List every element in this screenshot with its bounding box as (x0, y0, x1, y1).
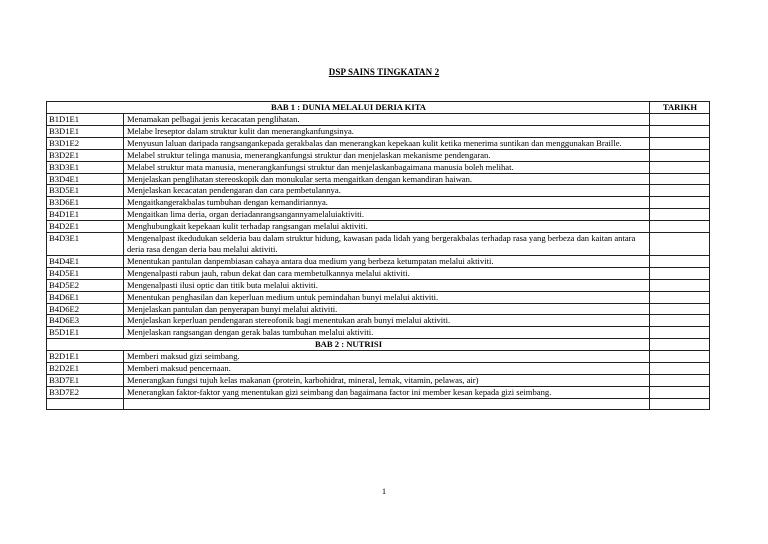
table-row (47, 209, 710, 221)
tarikh-cell (650, 114, 710, 126)
standard-description: Menjelaskan rangsangan dengan gerak balas tumbuhan melalui aktiviti. (124, 327, 650, 339)
standard-code: B2D1E1 (47, 351, 124, 363)
section-heading: BAB 2 : NUTRISI (47, 339, 650, 351)
table-row (47, 149, 710, 161)
standard-code: B4D1E1 (47, 209, 124, 221)
dsp-table (46, 101, 710, 410)
tarikh-cell (650, 303, 710, 315)
section-heading-row (47, 102, 710, 114)
standard-code: B3D7E1 (47, 374, 124, 386)
table-row (47, 125, 710, 137)
standard-code: B3D3E1 (47, 161, 124, 173)
section-heading: BAB 1 : DUNIA MELALUI DERIA KITA (47, 102, 650, 114)
standard-code: B4D5E2 (47, 279, 124, 291)
standard-code: B4D6E3 (47, 315, 124, 327)
standard-code: B4D2E1 (47, 221, 124, 233)
standard-code: B2D2E1 (47, 363, 124, 375)
standard-description: Menentukan pantulan danpembiasan cahaya antara dua medium yang berbeza ketumpatan melalui aktiviti. (124, 255, 650, 267)
standard-code: B1D1E1 (47, 114, 124, 126)
standard-description: Menjelaskan pantulan dan penyerapan bunyi melalui aktiviti. (124, 303, 650, 315)
standard-description: Mengaitkangerakbalas tumbuhan dengan kemandiriannya. (124, 197, 650, 209)
table-row (47, 327, 710, 339)
table-row (47, 267, 710, 279)
tarikh-cell (650, 255, 710, 267)
table-row (47, 221, 710, 233)
standard-code: B3D7E2 (47, 386, 124, 398)
tarikh-cell (650, 351, 710, 363)
standard-description: Menentukan penghasilan dan keperluan medium untuk pemindahan bunyi melalui aktiviti. (124, 291, 650, 303)
tarikh-cell (650, 125, 710, 137)
standard-description: Melabe lreseptor dalam struktur kulit dan menerangkanfungsinya. (124, 125, 650, 137)
tarikh-header: TARIKH (650, 102, 710, 114)
standard-code: B3D1E1 (47, 125, 124, 137)
section-heading-row (47, 339, 710, 351)
tarikh-cell (650, 197, 710, 209)
standard-description: Mengenalpast ikedudukan selderia bau dalam struktur hidung, kawasan pada lidah yang bergerakbalas terhadap rasa yang berbeza dan kaitan antara deria rasa dengan deria bau melalui aktiviti. (124, 233, 650, 256)
standard-code: B3D1E2 (47, 137, 124, 149)
tarikh-cell (650, 173, 710, 185)
tarikh-cell (650, 291, 710, 303)
table-row (47, 255, 710, 267)
standard-description: Melabel struktur mata manusia, menerangkanfungsi struktur dan menjelaskanbagaimana manusia boleh melihat. (124, 161, 650, 173)
tarikh-cell (650, 233, 710, 256)
standard-description: Mengaitkan lima deria, organ deriadanrangsangannyamelaluiaktiviti. (124, 209, 650, 221)
empty-cell (124, 398, 650, 409)
standard-code: B4D5E1 (47, 267, 124, 279)
page-number: 1 (381, 486, 387, 496)
standard-description: Memberi maksud gizi seimbang. (124, 351, 650, 363)
table-row (47, 386, 710, 398)
standard-description: Menamakan pelbagai jenis kecacatan penglihatan. (124, 114, 650, 126)
tarikh-cell (650, 327, 710, 339)
tarikh-cell (650, 267, 710, 279)
empty-cell (650, 398, 710, 409)
standard-description: Menjelaskan keperluan pendengaran stereofonik bagi menentukan arah bunyi melalui aktiviti. (124, 315, 650, 327)
tarikh-cell (650, 363, 710, 375)
standard-description: Menerangkan fungsi tujuh kelas makanan (protein, karbohidrat, mineral, lemak, vitamin, pelawas, air) (124, 374, 650, 386)
standard-description: Melabel struktur telinga manusia, menerangkanfungsi struktur dan menjelaskan mekanisme pendengaran. (124, 149, 650, 161)
standard-description: Menerangkan faktor-faktor yang menentukan gizi seimbang dan bagaimana factor ini member kesan kepada gizi seimbang. (124, 386, 650, 398)
document-title: DSP SAINS TINGKATAN 2 (328, 67, 440, 77)
table-row (47, 114, 710, 126)
tarikh-cell (650, 161, 710, 173)
tarikh-cell (650, 221, 710, 233)
standard-code: B4D4E1 (47, 255, 124, 267)
tarikh-cell (650, 279, 710, 291)
table-row (47, 351, 710, 363)
standard-code: B3D2E1 (47, 149, 124, 161)
tarikh-cell (650, 149, 710, 161)
tarikh-cell (650, 209, 710, 221)
tarikh-cell (650, 386, 710, 398)
empty-row (47, 398, 710, 409)
standard-code: B5D1E1 (47, 327, 124, 339)
table-row (47, 173, 710, 185)
standard-description: Mengenalpasti rabun jauh, rabun dekat dan cara membetulkannya melalui aktiviti. (124, 267, 650, 279)
table-row (47, 303, 710, 315)
standard-description: Menyusun laluan daripada rangsangankepada gerakbalas dan menerangkan kepekaan kulit ketika menerima suntikan dan menggunakan Braille. (124, 137, 650, 149)
standard-description: Menjelaskan penglihatan stereoskopik dan monukular serta mengaitkan dengan kemandiran haiwan. (124, 173, 650, 185)
empty-cell (47, 398, 124, 409)
table-row (47, 233, 710, 256)
table-row (47, 315, 710, 327)
table-row (47, 185, 710, 197)
standard-code: B3D6E1 (47, 197, 124, 209)
table-row (47, 374, 710, 386)
tarikh-cell (650, 137, 710, 149)
standard-code: B3D5E1 (47, 185, 124, 197)
standard-code: B4D6E2 (47, 303, 124, 315)
tarikh-cell (650, 374, 710, 386)
table-row (47, 137, 710, 149)
standard-code: B4D3E1 (47, 233, 124, 256)
standard-code: B4D6E1 (47, 291, 124, 303)
table-row (47, 197, 710, 209)
standard-description: Mengenalpasti ilusi optic dan titik buta melalui aktiviti. (124, 279, 650, 291)
tarikh-cell (650, 315, 710, 327)
standard-code: B3D4E1 (47, 173, 124, 185)
standard-description: Menjelaskan kecacatan pendengaran dan cara pembetulannya. (124, 185, 650, 197)
dsp-table-body (47, 102, 710, 410)
table-row (47, 363, 710, 375)
table-row (47, 279, 710, 291)
tarikh-cell (650, 185, 710, 197)
table-row (47, 161, 710, 173)
standard-description: Memberi maksud pencernaan. (124, 363, 650, 375)
table-row (47, 291, 710, 303)
tarikh-cell (650, 339, 710, 351)
standard-description: Menghubungkait kepekaan kulit terhadap rangsangan melalui aktiviti. (124, 221, 650, 233)
